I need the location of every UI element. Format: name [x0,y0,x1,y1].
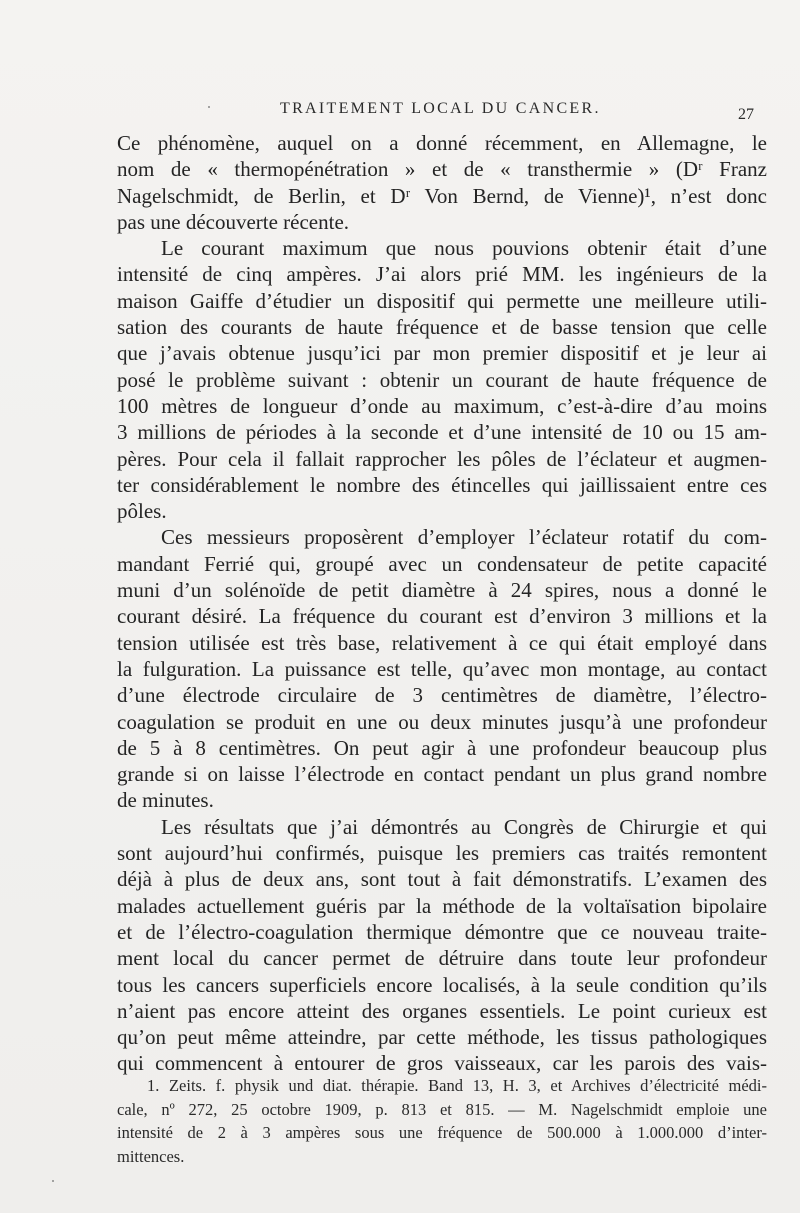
footnote-line: 1. Zeits. f. physik und diat. thérapie. Band 13, H. 3, et Archives d’électricité médi- [147,1076,767,1095]
text-line: pôles. [117,499,167,524]
text-line: grande si on laisse l’électrode en contact pendant un plus grand nombre [117,762,767,787]
text-line: de 5 à 8 centimètres. On peut agir à une profondeur beaucoup plus [117,735,767,760]
text-line: coagulation se produit en une ou deux minutes jusqu’à une profondeur [117,709,767,734]
paragraph-start-line: Le courant maximum que nous pouvions obtenir était d’une [161,236,767,261]
print-speck [208,106,210,108]
print-speck [52,1180,54,1182]
running-title: TRAITEMENT LOCAL DU CANCER. [280,100,601,117]
text-line: intensité de cinq ampères. J’ai alors prié MM. les ingénieurs de la [117,262,767,287]
running-header [0,100,800,124]
text-line: ment local du cancer permet de détruire dans toute leur profondeur [117,946,767,971]
text-line: maison Gaiffe d’étudier un dispositif qui permette une meilleure utili- [117,288,767,313]
body-text [117,130,767,1077]
text-line: déjà à plus de deux ans, sont tout à fait démonstratifs. L’examen des [117,867,767,892]
text-line: tension utilisée est très base, relativement à ce qui était employé dans [117,630,767,655]
text-line: muni d’un solénoïde de petit diamètre à 24 spires, nous a donné le [117,578,767,603]
text-line: 3 millions de périodes à la seconde et d’une intensité de 10 ou 15 am- [117,420,767,445]
text-line: que j’avais obtenue jusqu’ici par mon premier dispositif et je leur ai [117,341,767,366]
page-number: 27 [738,106,754,123]
text-line: n’aient pas encore atteint des organes essentiels. Le point curieux est [117,998,767,1023]
text-line: qu’on peut même atteindre, par cette méthode, les tissus pathologiques [117,1025,767,1050]
footnote-line: cale, nº 272, 25 octobre 1909, p. 813 et 815. — M. Nagelschmidt emploie une [117,1099,767,1119]
text-line: d’une électrode circulaire de 3 centimètres de diamètre, l’électro- [117,683,767,708]
text-line: pères. Pour cela il fallait rapprocher les pôles de l’éclateur et augmen- [117,446,767,471]
text-line: et de l’électro-coagulation thermique démontre que ce nouveau traite- [117,919,767,944]
text-line: pas une découverte récente. [117,209,350,234]
text-line: courant désiré. La fréquence du courant est d’environ 3 millions et la [117,604,767,629]
text-line: mandant Ferrié qui, groupé avec un condensateur de petite capacité [117,551,767,576]
text-line: qui commencent à entourer de gros vaisseaux, car les parois des vais- [117,1051,767,1076]
text-line: Nagelschmidt, de Berlin, et Dʳ Von Bernd, de Vienne)¹, n’est donc [117,183,767,208]
footnote-line: mittences. [117,1146,185,1166]
text-line: malades actuellement guéris par la méthode de la voltaïsation bipolaire [117,893,767,918]
text-line: Ce phénomène, auquel on a donné récemment, en Allemagne, le [117,131,767,155]
footnotes [117,1074,767,1168]
text-line: de minutes. [117,788,214,813]
footnote-line: intensité de 2 à 3 ampères sous une fréquence de 500.000 à 1.000.000 d’inter- [117,1123,767,1142]
text-line: ter considérablement le nombre des étincelles qui jaillissaient entre ces [117,472,767,497]
text-line: tous les cancers superficiels encore localisés, à la seule condition qu’ils [117,972,767,997]
text-line: nom de « thermopénétration » et de « transthermie » (Dʳ Franz [117,157,767,182]
text-line: la fulguration. La puissance est telle, qu’avec mon montage, au contact [117,656,767,681]
text-line: 100 mètres de longueur d’onde au maximum, c’est-à-dire d’au moins [117,393,767,418]
text-line: sont aujourd’hui confirmés, puisque les premiers cas traités remontent [117,841,767,866]
paragraph-start-line: Ces messieurs proposèrent d’employer l’éclateur rotatif du com- [161,525,767,550]
paragraph-start-line: Les résultats que j’ai démontrés au Congrès de Chirurgie et qui [161,814,767,839]
text-line: posé le problème suivant : obtenir un courant de haute fréquence de [117,367,767,392]
text-line: sation des courants de haute fréquence et de basse tension que celle [117,315,767,340]
